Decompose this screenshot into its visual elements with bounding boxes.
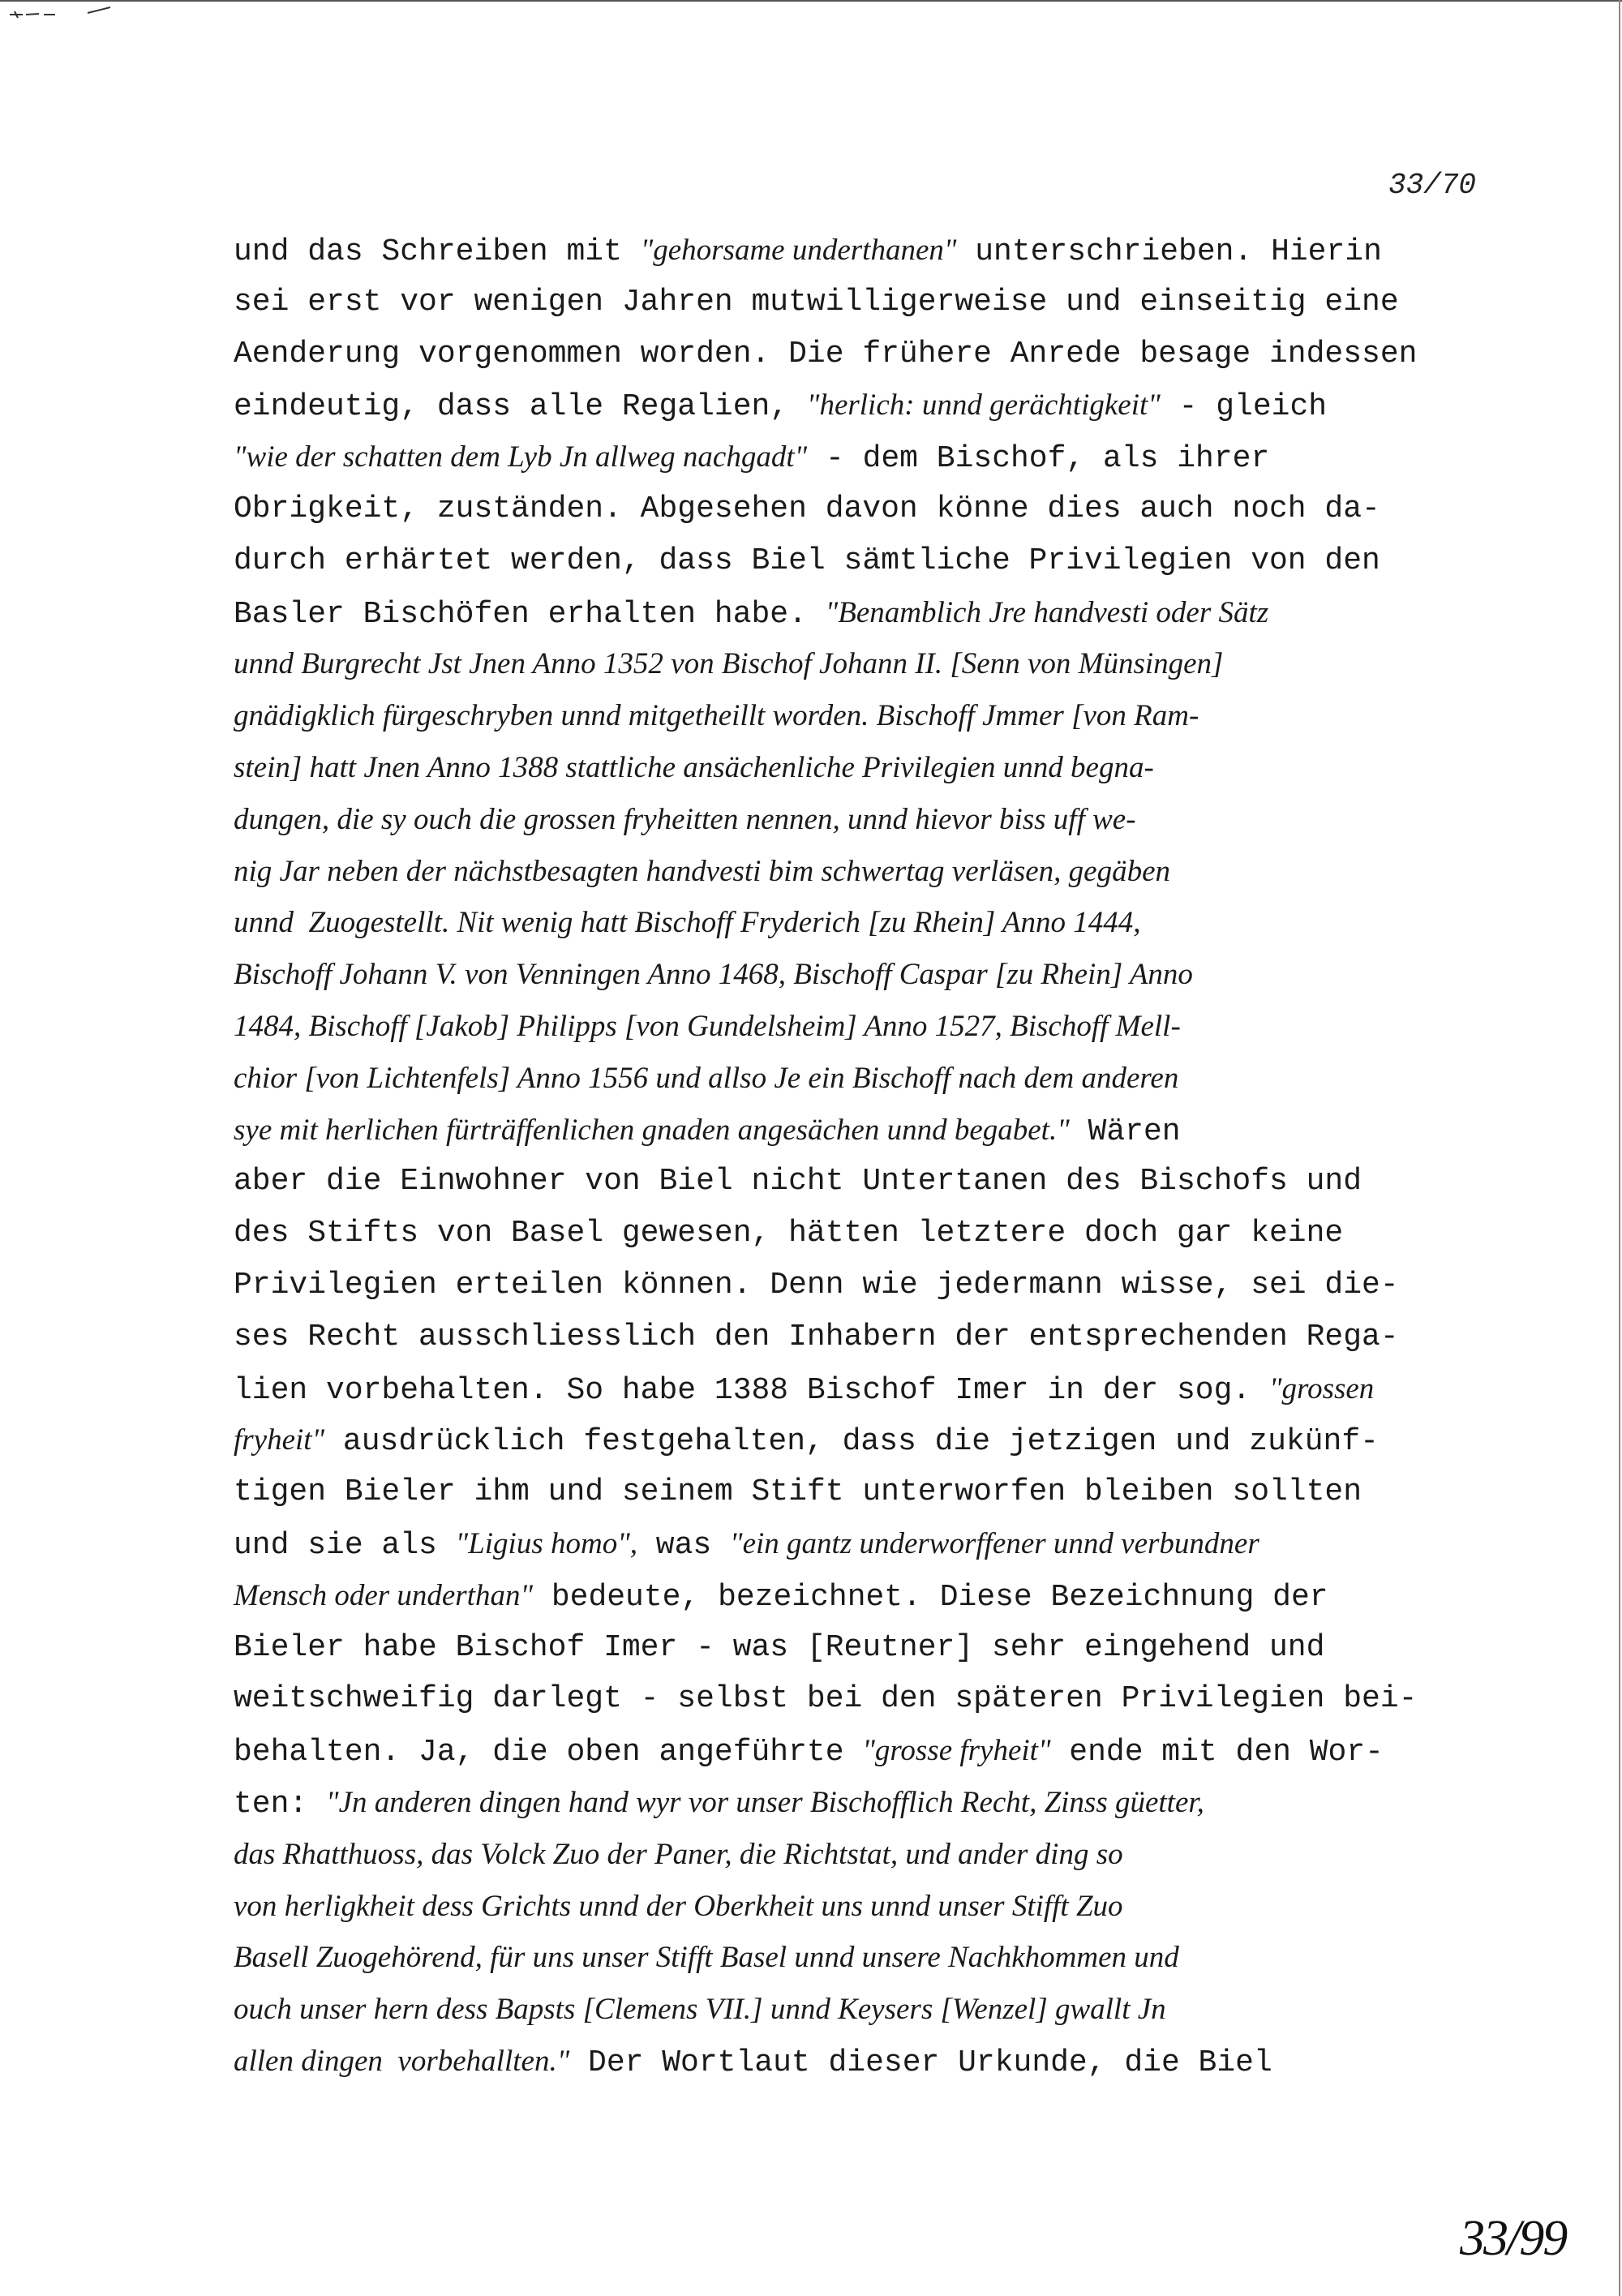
body-text-segment: und das Schreiben mit	[234, 234, 641, 269]
text-line	[234, 1311, 1499, 1363]
body-text-segment: behalten. Ja, die oben angeführte	[234, 1735, 863, 1770]
text-line	[234, 1673, 1499, 1725]
quoted-source-text: gnädigklich fürgeschryben unnd mitgetheillt worden. Bischoff Jmmer [von Ram-	[234, 699, 1199, 733]
quoted-source-text: "wie der schatten dem Lyb Jn allweg nachgadt"	[234, 440, 808, 474]
body-text-segment: lien vorbehalten. So habe 1388 Bischof Imer in der sog.	[234, 1372, 1270, 1408]
quoted-source-text: von herligkheit dess Grichts unnd der Oberkheit uns unnd unser Stifft Zuo	[234, 1889, 1123, 1923]
body-text-segment: - gleich	[1160, 389, 1328, 425]
text-line	[234, 535, 1499, 587]
text-line	[234, 949, 1499, 1001]
body-text-segment: Privilegien erteilen können. Denn wie jedermann wisse, sei die-	[234, 1267, 1399, 1302]
corner-scribble-icon	[6, 5, 112, 21]
text-line	[234, 690, 1499, 742]
quoted-source-text: "herlich: unnd gerächtigkeit"	[806, 388, 1161, 423]
body-text-segment: Obrigkeit, zuständen. Abgesehen davon könne dies auch noch da-	[234, 491, 1380, 526]
body-text-segment: Basler Bischöfen erhalten habe.	[234, 596, 826, 632]
quoted-source-text: chior [von Lichtenfels] Anno 1556 und allso Je ein Bischoff nach dem anderen	[234, 1061, 1179, 1095]
body-text-segment: Der Wortlaut dieser Urkunde, die Biel	[569, 2045, 1272, 2080]
scan-border-top	[0, 0, 1622, 2]
quoted-source-text: unnd Burgrecht Jst Jnen Anno 1352 von Bischof Johann II. [Senn von Münsingen]	[234, 647, 1224, 681]
text-line	[234, 1518, 1499, 1570]
quoted-source-text: nig Jar neben der nächstbesagten handvesti bim schwertag verläsen, gegäben	[234, 854, 1170, 888]
text-line	[234, 2036, 1499, 2088]
body-text-segment: - dem Bischof, als ihrer	[807, 441, 1270, 477]
quoted-source-text: unnd Zuogestellt. Nit wenig hatt Bischoff Fryderich [zu Rhein] Anno 1444,	[234, 906, 1141, 940]
body-text-segment: was	[637, 1527, 731, 1563]
text-line	[234, 638, 1499, 690]
text-line	[234, 1829, 1499, 1881]
body-text-segment: Aenderung vorgenommen worden. Die frühere Anrede besage indessen	[234, 336, 1418, 371]
text-line	[234, 1053, 1499, 1105]
text-line	[234, 1260, 1499, 1311]
text-line	[234, 1881, 1499, 1933]
text-line	[234, 1932, 1499, 1984]
quoted-source-text: allen dingen vorbehallten."	[234, 2044, 570, 2078]
quoted-source-text: Bischoff Johann V. von Venningen Anno 1468, Bischoff Caspar [zu Rhein] Anno	[234, 958, 1193, 992]
text-line	[234, 1466, 1499, 1518]
quoted-source-text: sye mit herlichen fürträffenlichen gnaden angesächen unnd begabet."	[234, 1113, 1070, 1147]
quoted-source-text: "ein gantz underworffener unnd verbundner	[730, 1526, 1259, 1560]
quoted-source-text: Mensch oder underthan"	[234, 1578, 534, 1612]
body-text-segment: weitschweifig darlegt - selbst bei den späteren Privilegien bei-	[234, 1681, 1418, 1717]
body-text-segment: unterschrieben. Hierin	[956, 234, 1382, 269]
body-text-segment: Bieler habe Bischof Imer - was [Reutner] sehr eingehend und	[234, 1629, 1325, 1665]
text-line	[234, 328, 1499, 380]
quoted-source-text: "gehorsame underthanen"	[640, 234, 957, 267]
quoted-source-text: "grosse fryheit"	[862, 1734, 1051, 1768]
scan-border-right	[1619, 0, 1620, 2296]
text-line	[234, 794, 1499, 846]
text-line	[234, 1105, 1499, 1157]
body-text-segment: ses Recht ausschliesslich den Inhabern der entsprechenden Rega-	[234, 1319, 1399, 1354]
quoted-source-text: stein] hatt Jnen Anno 1388 stattliche ansächenliche Privilegien unnd begna-	[234, 750, 1154, 784]
text-line	[234, 846, 1499, 898]
body-text-segment: bedeute, bezeichnet. Diese Bezeichnung der	[533, 1579, 1328, 1615]
body-text-segment: eindeutig, dass alle Regalien,	[234, 389, 807, 425]
text-line	[234, 1363, 1499, 1415]
text-line	[234, 483, 1499, 535]
text-line	[234, 1984, 1499, 2036]
quoted-source-text: "grossen	[1269, 1371, 1375, 1405]
body-text-segment: aber die Einwohner von Biel nicht Untertanen des Bischofs und	[234, 1164, 1362, 1199]
quoted-source-text: 1484, Bischoff [Jakob] Philipps [von Gundelsheim] Anno 1527, Bischoff Mell-	[234, 1009, 1181, 1043]
text-line	[234, 897, 1499, 949]
text-line	[234, 1208, 1499, 1260]
quoted-source-text: das Rhatthuoss, das Volck Zuo der Paner, die Richtstat, und ander ding so	[234, 1837, 1123, 1871]
quoted-source-text: Basell Zuogehörend, für uns unser Stifft Basel unnd unsere Nachkhommen und	[234, 1941, 1179, 1975]
text-line	[234, 1156, 1499, 1208]
text-line	[234, 587, 1499, 639]
quoted-source-text: "Jn anderen dingen hand wyr vor unser Bischofflich Recht, Zinss güetter,	[326, 1785, 1204, 1819]
quoted-source-text: ouch unser hern dess Bapsts [Clemens VII.] unnd Keysers [Wenzel] gwallt Jn	[234, 1993, 1166, 2027]
text-line	[234, 1725, 1499, 1777]
text-line	[234, 1777, 1499, 1829]
handwritten-folio-number: 33/99	[1460, 2211, 1567, 2266]
typed-body-text	[234, 225, 1499, 2088]
quoted-source-text: "Benamblich Jre handvesti oder Sätz	[825, 595, 1269, 629]
text-line	[234, 742, 1499, 794]
body-text-segment: durch erhärtet werden, dass Biel sämtliche Privilegien von den	[234, 543, 1380, 578]
body-text-segment: des Stifts von Basel gewesen, hätten letztere doch gar keine	[234, 1216, 1344, 1251]
quoted-source-text: dungen, die sy ouch die grossen fryheitten nennen, unnd hievor biss uff we-	[234, 802, 1136, 836]
page-reference-number: 33/70	[1388, 169, 1476, 202]
text-line	[234, 1414, 1499, 1466]
body-text-segment: und sie als	[234, 1527, 456, 1563]
text-line	[234, 1001, 1499, 1053]
text-line	[234, 431, 1499, 483]
text-line	[234, 1622, 1499, 1674]
body-text-segment: ausdrücklich festgehalten, dass die jetzigen und zukünf-	[324, 1424, 1379, 1460]
text-line	[234, 277, 1499, 328]
text-line	[234, 1570, 1499, 1622]
text-line	[234, 225, 1499, 277]
body-text-segment: ende mit den Wor-	[1050, 1735, 1384, 1770]
body-text-segment: sei erst vor wenigen Jahren mutwilligerweise und einseitig eine	[234, 284, 1399, 320]
quoted-source-text: "Ligius homo",	[455, 1526, 637, 1560]
body-text-segment: Wären	[1069, 1114, 1181, 1149]
text-line	[234, 380, 1499, 431]
body-text-segment: tigen Bieler ihm und seinem Stift unterworfen bleiben sollten	[234, 1474, 1362, 1510]
quoted-source-text: fryheit"	[234, 1423, 325, 1457]
body-text-segment: ten:	[234, 1786, 327, 1822]
